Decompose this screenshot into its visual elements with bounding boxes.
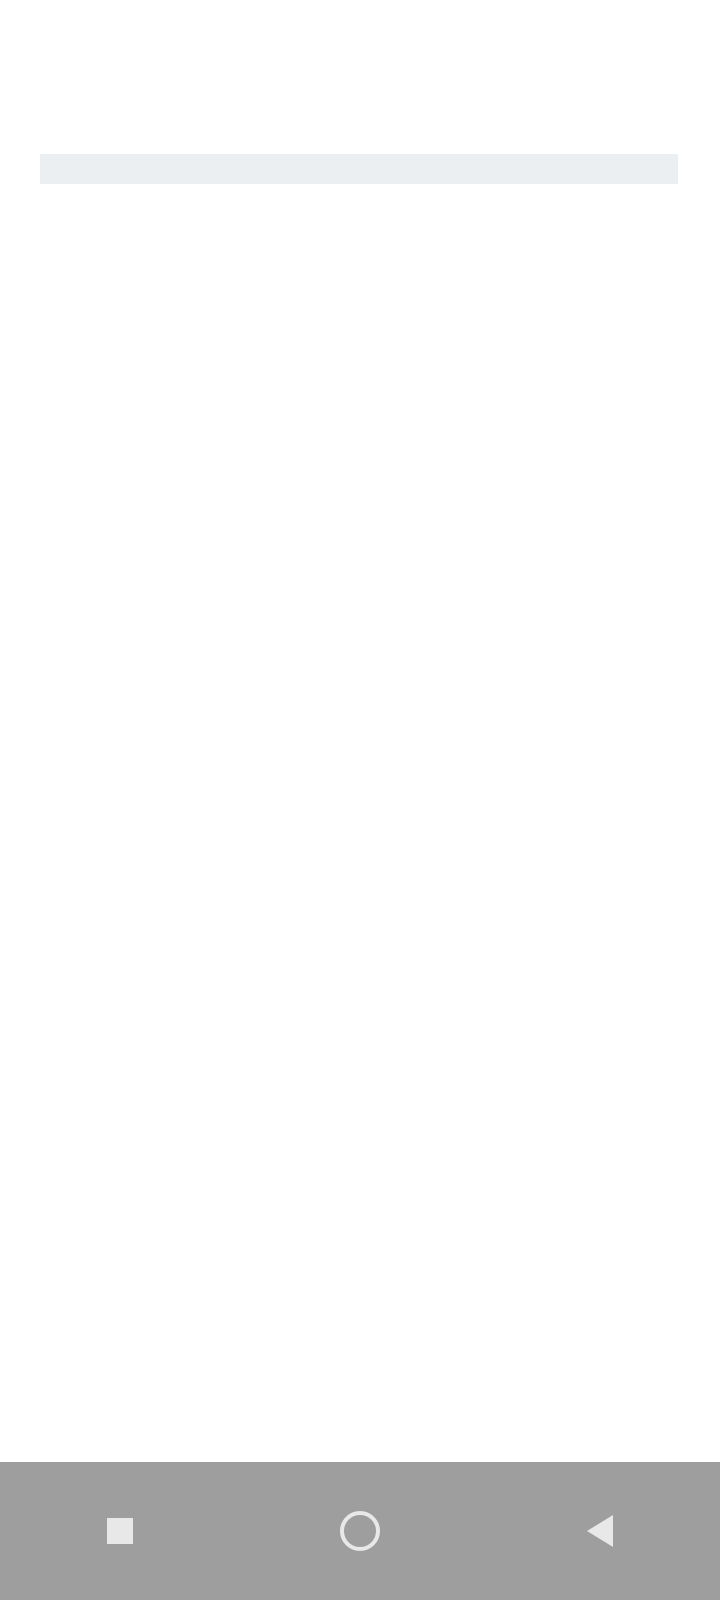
page-break-band xyxy=(40,154,678,184)
back-button[interactable] xyxy=(555,1486,645,1576)
android-navigation-bar xyxy=(0,1462,720,1600)
document-body xyxy=(0,154,720,184)
home-button[interactable] xyxy=(315,1486,405,1576)
recents-button[interactable] xyxy=(75,1486,165,1576)
triangle-back-icon xyxy=(587,1515,613,1547)
clinic-logo xyxy=(60,38,240,44)
circle-icon xyxy=(340,1511,380,1551)
square-icon xyxy=(107,1518,133,1544)
document-header xyxy=(0,0,720,140)
